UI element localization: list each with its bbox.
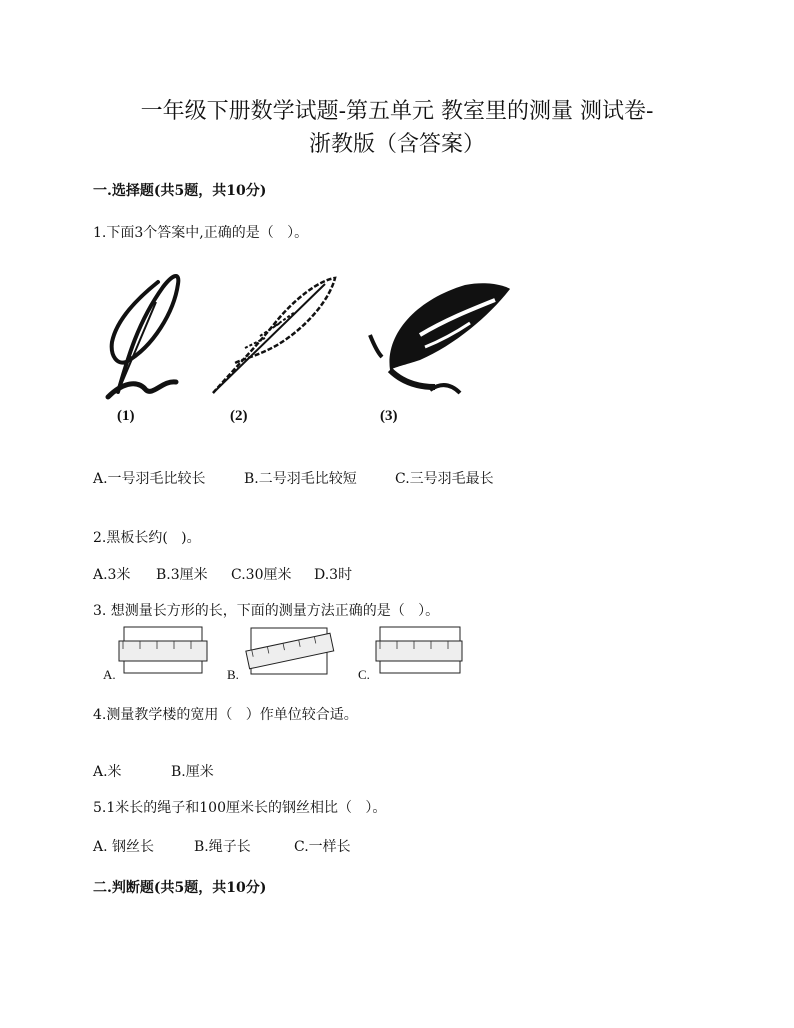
feather-figure-3 bbox=[360, 275, 515, 405]
ruler-figure-c bbox=[374, 625, 466, 677]
q5-option-b[interactable]: B.绳子长 bbox=[194, 839, 251, 855]
page-title-line2: 浙教版（含答案） bbox=[308, 132, 485, 157]
section-heading-judgement: 二.判断题(共5题，共10分) bbox=[93, 880, 267, 896]
q5-option-c[interactable]: C.一样长 bbox=[294, 839, 351, 855]
feather-label-2: (2) bbox=[230, 408, 248, 424]
question-4-stem: 4.测量教学楼的宽用（ ）作单位较合适。 bbox=[93, 707, 358, 723]
question-1-stem: 1.下面3个答案中,正确的是（ ）。 bbox=[93, 225, 309, 241]
q5-option-a[interactable]: A. 钢丝长 bbox=[93, 839, 155, 855]
q1-option-a[interactable]: A.一号羽毛比较长 bbox=[93, 471, 206, 487]
section-heading-choice: 一.选择题(共5题，共10分) bbox=[93, 183, 267, 199]
q4-option-b[interactable]: B.厘米 bbox=[171, 764, 214, 780]
feather-label-1: (1) bbox=[117, 408, 135, 424]
ruler-label-c: C. bbox=[358, 667, 370, 682]
ruler-label-b: B. bbox=[227, 667, 239, 682]
question-2-stem: 2.黑板长约( )。 bbox=[93, 530, 201, 546]
question-3-stem: 3. 想测量长方形的长，下面的测量方法正确的是（ ）。 bbox=[93, 603, 440, 619]
q2-option-a[interactable]: A.3米 bbox=[93, 567, 131, 583]
feather-figure-1 bbox=[98, 262, 188, 402]
feather-figure-2 bbox=[205, 268, 345, 398]
question-5-stem: 5.1米长的绳子和100厘米长的钢丝相比（ ）。 bbox=[93, 800, 387, 816]
q1-option-c[interactable]: C.三号羽毛最长 bbox=[395, 471, 494, 487]
q2-option-c[interactable]: C.30厘米 bbox=[231, 567, 292, 583]
page-title-line1: 一年级下册数学试题-第五单元 教室里的测量 测试卷- bbox=[140, 99, 654, 124]
ruler-figure-b bbox=[245, 622, 335, 680]
q2-option-d[interactable]: D.3时 bbox=[314, 567, 353, 583]
q1-option-b[interactable]: B.二号羽毛比较短 bbox=[244, 471, 357, 487]
feather-label-3: (3) bbox=[380, 408, 398, 424]
q2-option-b[interactable]: B.3厘米 bbox=[156, 567, 208, 583]
ruler-figure-a bbox=[118, 625, 210, 677]
q4-option-a[interactable]: A.米 bbox=[93, 764, 122, 780]
ruler-label-a: A. bbox=[103, 667, 116, 682]
